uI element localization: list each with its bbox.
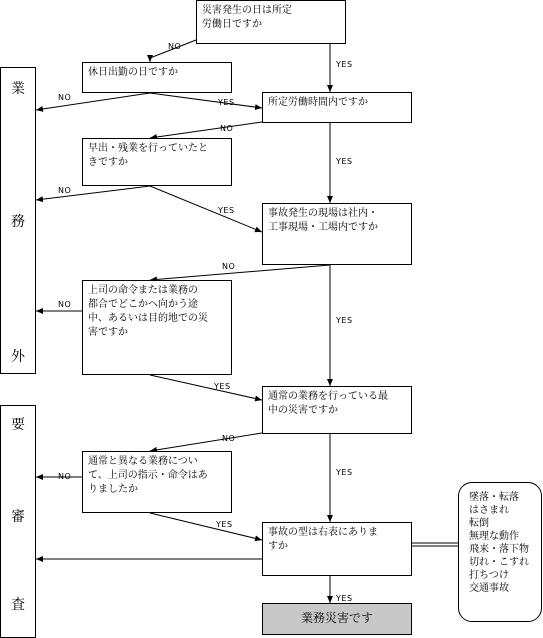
yes-label: YES [336, 468, 353, 477]
no-label: NO [168, 42, 182, 51]
question-box-normal-duty: 通常の業務を行っている最 中の災害ですか [262, 386, 412, 434]
outside-char-2: 務 [11, 214, 25, 230]
question-box-overtime: 早出・残業を行っていたと きですか [82, 138, 232, 186]
yes-label: YES [336, 157, 353, 166]
accident-type-item: 交通事故 [469, 583, 509, 594]
yes-label: YES [216, 520, 233, 529]
question-box-travel-order: 上司の命令または業務の 都合でどこかへ向かう途 中、あるいは目的地での災 害ですか [82, 280, 232, 375]
outside-char-3: 外 [11, 349, 25, 365]
question-box-work-hours: 所定労働時間内ですか [262, 92, 412, 123]
result-box-occupational-accident: 業務災害です [262, 603, 412, 635]
review-char-1: 要 [11, 417, 25, 433]
yes-label: YES [336, 60, 353, 69]
accident-type-item: 墜落・転落 [469, 492, 519, 503]
no-label: NO [220, 124, 234, 133]
question-box-holiday-work: 休日出勤の日ですか [82, 62, 232, 93]
review-required-panel [0, 405, 36, 638]
question-box-special-order: 通常と異なる業務につい て、上司の指示・命令はあ りましたか [82, 451, 232, 513]
accident-type-item: 切れ・こすれ [469, 557, 529, 568]
no-label: NO [58, 472, 72, 481]
yes-label: YES [214, 382, 231, 391]
question-box-site-location: 事故発生の現場は社内・ 工事現場・工場内ですか [262, 203, 412, 265]
review-char-3: 査 [11, 597, 25, 613]
accident-type-list [458, 482, 542, 622]
yes-label: YES [218, 206, 235, 215]
accident-type-item: はさまれ [469, 505, 509, 516]
review-char-2: 審 [11, 509, 25, 525]
question-box-accident-type: 事故の型は右表にありま すか [262, 522, 412, 576]
accident-type-item: 無理な動作 [469, 531, 519, 542]
accident-type-item: 打ちつけ [469, 570, 509, 581]
no-label: NO [58, 300, 72, 309]
no-label: NO [222, 434, 236, 443]
no-label: NO [58, 93, 72, 102]
yes-label: YES [336, 316, 353, 325]
accident-type-item: 転倒 [469, 518, 489, 529]
yes-label: YES [218, 98, 235, 107]
outside-work-panel [0, 67, 36, 374]
outside-char-1: 業 [11, 81, 25, 97]
no-label: NO [58, 186, 72, 195]
yes-label: YES [336, 594, 353, 603]
question-box-workday: 災害発生の日は所定 労働日ですか [196, 0, 346, 44]
no-label: NO [222, 262, 236, 271]
accident-type-item: 飛来・落下物 [469, 544, 529, 555]
